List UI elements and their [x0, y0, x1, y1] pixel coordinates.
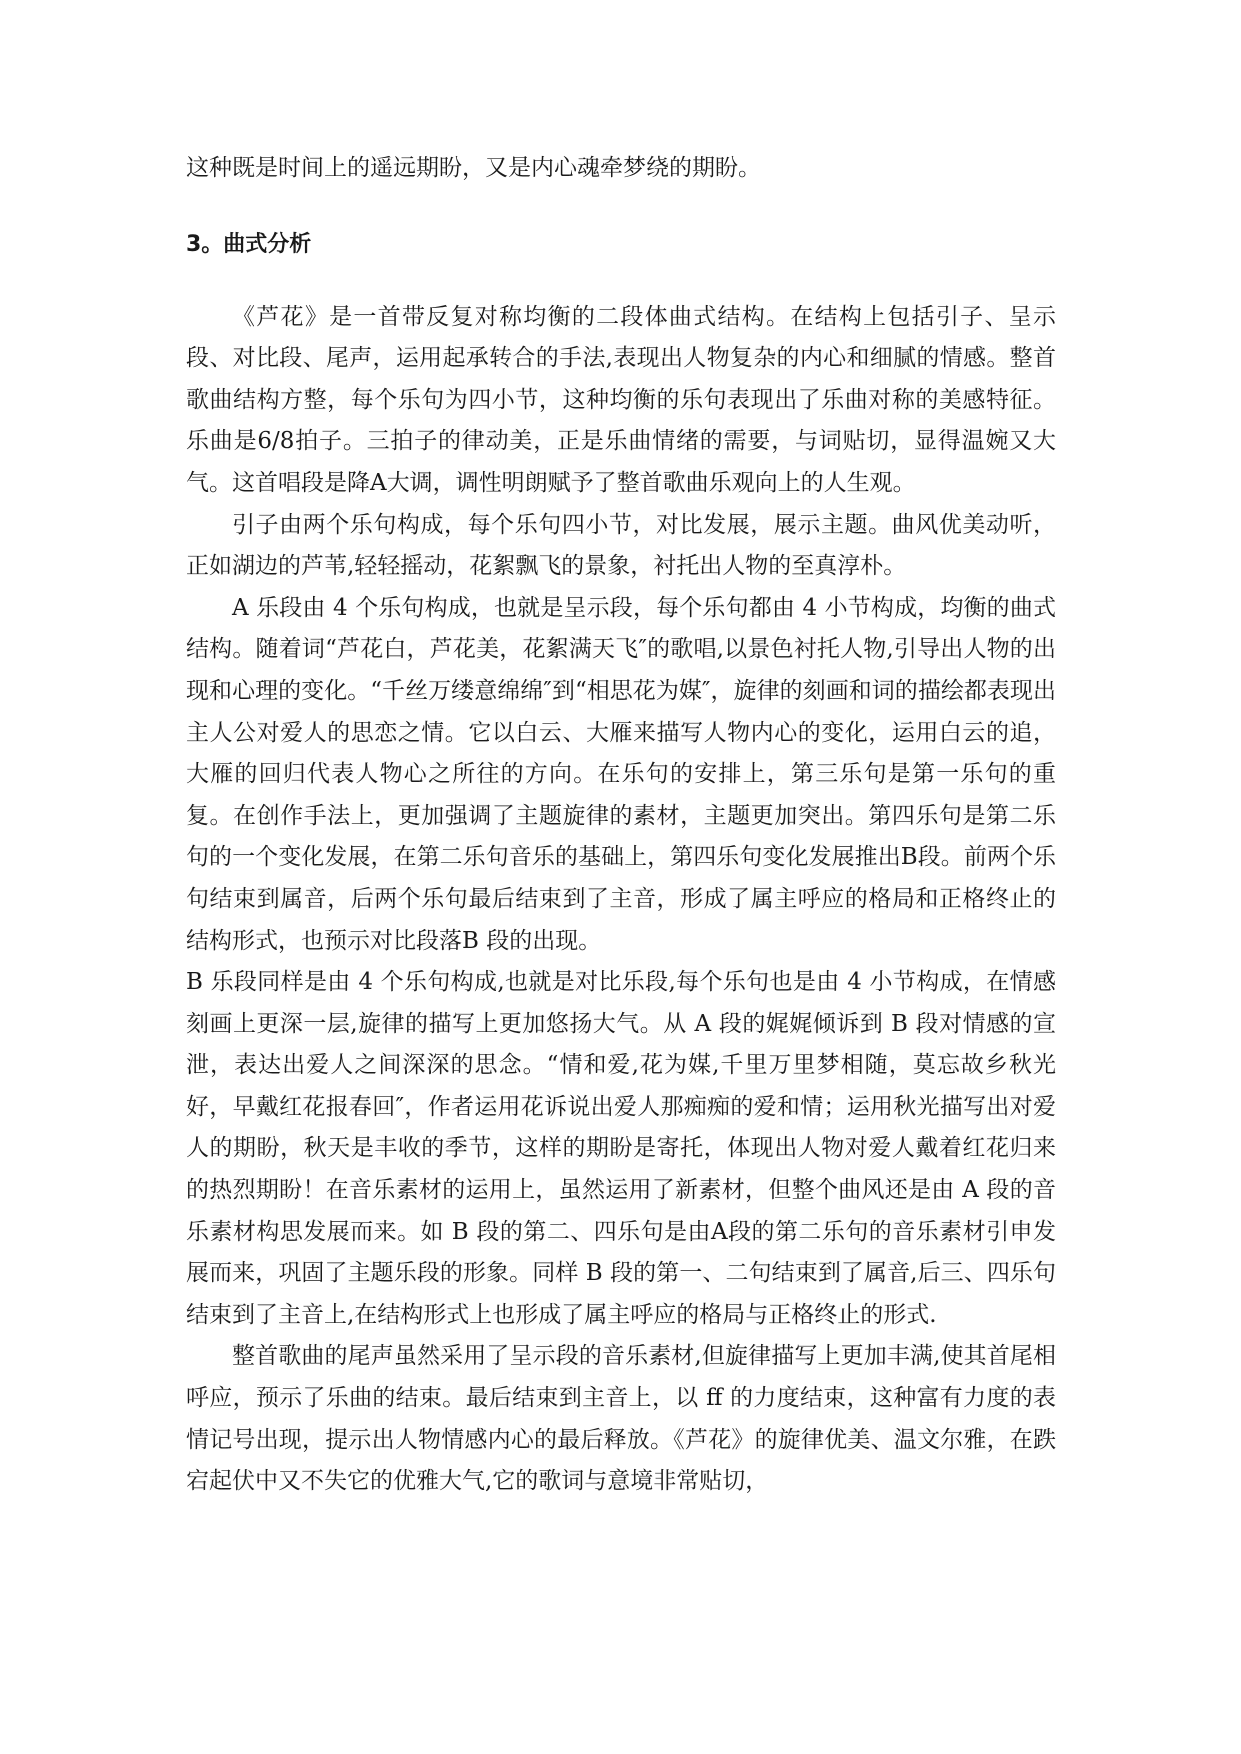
- paragraph-structure-overview: 《芦花》是一首带反复对称均衡的二段体曲式结构。在结构上包括引子、呈示段、对比段、尾声，运用起承转合的手法,表现出人物复杂的内心和细腻的情感。整首歌曲结构方整，每个乐句为四小节，这种均衡的乐句表现出了乐曲对称的美感特征。乐曲是6/8拍子。三拍子的律动美，正是乐曲情绪的需要，与词贴切，显得温婉又大气。这首唱段是降A大调，调性明朗赋予了整首歌曲乐观向上的人生观。: [186, 303, 1056, 496]
- paragraph-section-b: B 乐段同样是由 4 个乐句构成,也就是对比乐段,每个乐句也是由 4 小节构成，在情感刻画上更深一层,旋律的描写上更加悠扬大气。从 A 段的娓娓倾诉到 B 段对情感的宣泄，表达出爱人之间深深的思念。“情和爱,花为媒,千里万里梦相随，莫忘故乡秋光好，早戴红花报春回″，作者运用花诉说出爱人那痴痴的爱和情；运用秋光描写出对爱人的期盼，秋天是丰收的季节，这样的期盼是寄托，体现出人物对爱人戴着红花归来的热烈期盼！在音乐素材的运用上，虽然运用了新素材，但整个曲风还是由 A 段的音乐素材构思发展而来。如 B 段的第二、四乐句是由A段的第二乐句的音乐素材引申发展而来，巩固了主题乐段的形象。同样 B 段的第一、二句结束到了属音,后三、四乐句结束到了主音上,在结构形式上也形成了属主呼应的格局与正格终止的形式.: [186, 969, 1056, 1328]
- section-heading: 3。曲式分析: [186, 231, 312, 257]
- spacer: [186, 265, 1056, 297]
- paragraph-introduction: 引子由两个乐句构成，每个乐句四小节，对比发展，展示主题。曲风优美动听，正如湖边的芦苇,轻轻摇动，花絮飘飞的景象，衬托出人物的至真淳朴。: [186, 511, 1056, 580]
- paragraph-section-a: A 乐段由 4 个乐句构成，也就是呈示段，每个乐句都由 4 小节构成，均衡的曲式结构。随着词“芦花白，芦花美，花絮满天飞″的歌唱,以景色衬托人物,引导出人物的出现和心理的变化。“千丝万缕意绵绵″到“相思花为媒″，旋律的刻画和词的描绘都表现出主人公对爱人的思恋之情。它以白云、大雁来描写人物内心的变化，运用白云的追，大雁的回归代表人物心之所往的方向。在乐句的安排上，第三乐句是第一乐句的重复。在创作手法上，更加强调了主题旋律的素材，主题更加突出。第四乐句是第二乐句的一个变化发展，在第二乐句音乐的基础上，第四乐句变化发展推出B段。前两个乐句结束到属音，后两个乐句最后结束到了主音，形成了属主呼应的格局和正格终止的结构形式，也预示对比段落B 段的出现。: [186, 594, 1056, 954]
- spacer: [186, 190, 1056, 224]
- lead-paragraph: 这种既是时间上的遥远期盼，又是内心魂牵梦绕的期盼。: [186, 155, 761, 181]
- paragraph-coda: 整首歌曲的尾声虽然采用了呈示段的音乐素材,但旋律描写上更加丰满,使其首尾相呼应，预示了乐曲的结束。最后结束到主音上，以 ff 的力度结束，这种富有力度的表情记号出现，提示出人物情感内心的最后释放。《芦花》的旋律优美、温文尔雅，在跌宕起伏中又不失它的优雅大气,它的歌词与意境非常贴切，: [186, 1343, 1056, 1495]
- document-page: [186, 148, 1056, 1503]
